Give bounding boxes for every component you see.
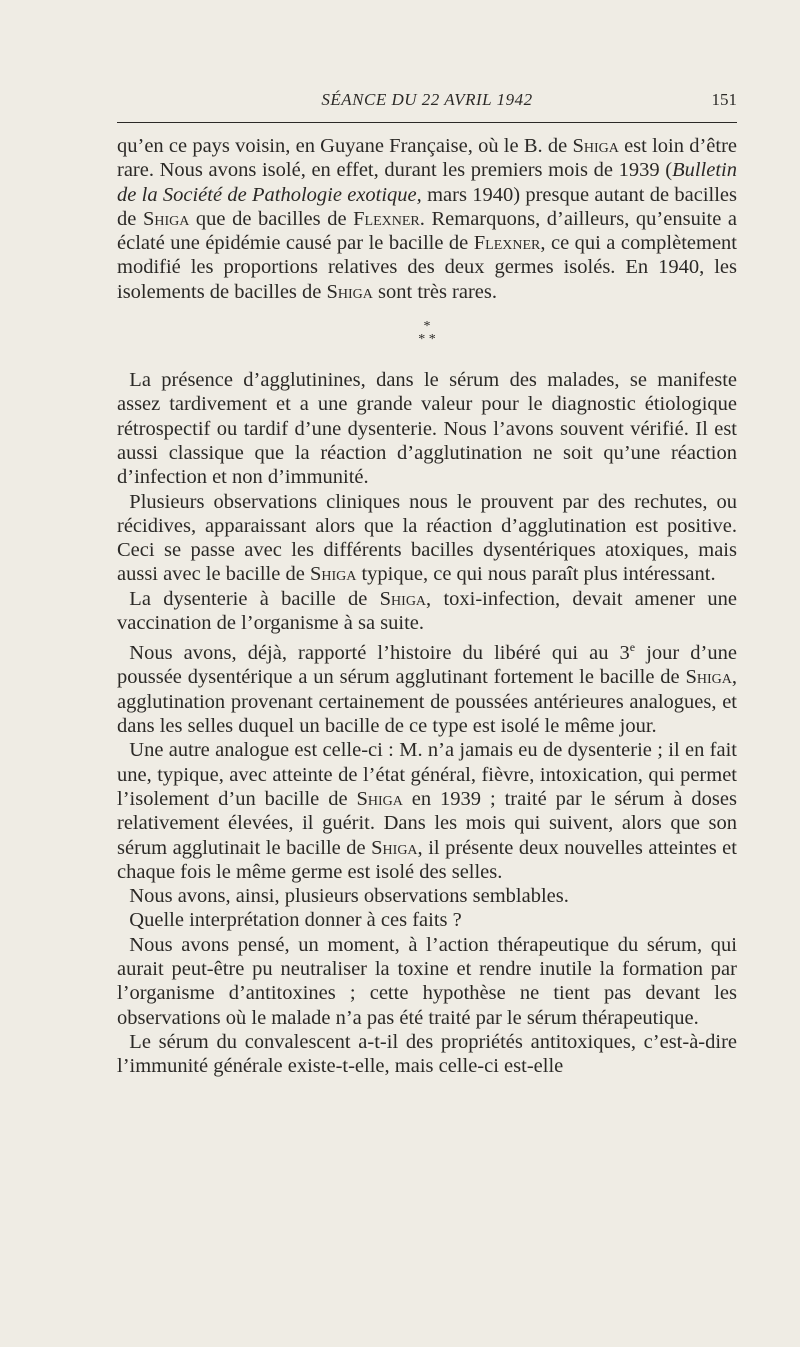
small-caps-name: Shiga [326,280,373,303]
small-caps-name: Shiga [142,207,190,230]
small-caps-name: Shiga [371,836,418,859]
asterism-bottom: * * [418,332,436,348]
paragraph-6: Une autre analogue est celle-ci : M. n’a jamais eu de dysenterie ; il en fait une, typique, avec atteinte de l’état général, fièvre, intoxication, qui permet l’isolement d’un bacille de Shiga en 1939 ; traité par le sérum à doses relativement élevées, il guérit. Dans les mois qui suivent, alors que son sérum agglutinait le bacille de Shiga, il présente deux nouvelles atteintes et chaque fois le même germe est isolé des selles. [117,739,737,883]
header-rule [117,122,737,123]
page-number: 151 [711,90,737,109]
small-caps-name: Shiga [685,666,732,689]
small-caps-name: Shiga [356,787,403,810]
small-caps-name: Flexner [353,207,420,230]
italic-citation: Bulletin de la Société de Pathologie exotique, [117,159,737,206]
page-header [117,88,737,114]
asterism-top: * [423,319,431,335]
paragraph-1: qu’en ce pays voisin, en Guyane Française, où le B. de Shiga est loin d’être rare. Nous avons isolé, en effet, durant les premiers mois de 1939 (Bulletin de la Société de Pathologie exotique, mars 1940) presque autant de bacilles de Shiga que de bacilles de Flexner. Remarquons, d’ailleurs, qu’ensuite a éclaté une épidémie causé par le bacille de Flexner, ce qui a complètement modifié les proportions relatives des deux germes isolés. En 1940, les isolements de bacilles de Shiga sont très rares. [117,135,737,303]
small-caps-name: Shiga [379,587,427,610]
paragraph-7: Nous avons, ainsi, plusieurs observations semblables. [129,885,569,908]
paragraph-2: La présence d’agglutinines, dans le sérum des malades, se manifeste assez tardivement et a une grande valeur pour le diagnostic étiologique rétrospectif ou tardif d’une dysenterie. Nous l’avons souvent vérifié. Il est aussi classique que la réaction d’agglutination ne soit qu’une réaction d’infection et non d’immunité. [117,369,737,489]
small-caps-name: Flexner [473,232,541,255]
small-caps-name: Shiga [572,135,619,157]
section-break-asterism [117,320,737,346]
paragraph-4: La dysenterie à bacille de Shiga, toxi-infection, devait amener une vaccination de l’organisme à sa suite. [117,587,737,635]
paragraph-10: Le sérum du convalescent a-t-il des propriétés antitoxiques, c’est-à-dire l’immunité générale existe-t-elle, mais celle-ci est-elle [117,1030,737,1078]
running-title: SÉANCE DU 22 AVRIL 1942 [321,90,533,109]
paragraph-3: Plusieurs observations cliniques nous le prouvent par des rechutes, ou récidives, apparaissant alors que la réaction d’agglutination est positive. Ceci se passe avec les différents bacilles dysentériques atoxiques, mais aussi avec le bacille de Shiga typique, ce qui nous paraît plus intéressant. [117,490,737,586]
small-caps-name: Shiga [309,563,357,586]
paragraph-8: Quelle interprétation donner à ces faits ? [129,909,462,932]
superscript: e [629,640,636,655]
paragraph-5: Nous avons, déjà, rapporté l’histoire du libéré qui au 3e jour d’une poussée dysentérique a un sérum agglutinant fortement le bacille de Shiga, agglutination provenant certainement de poussées antérieures analogues, et dans les selles duquel un bacille de ce type est isolé le même jour. [117,640,737,738]
body-text [117,134,737,1079]
paragraph-9: Nous avons pensé, un moment, à l’action thérapeutique du sérum, qui aurait peut-être pu neutraliser la toxine et rendre inutile la formation par l’organisme d’antitoxines ; cette hypothèse ne tient pas devant les observations où le malade n’a pas été traité par le sérum thérapeutique. [117,933,737,1029]
